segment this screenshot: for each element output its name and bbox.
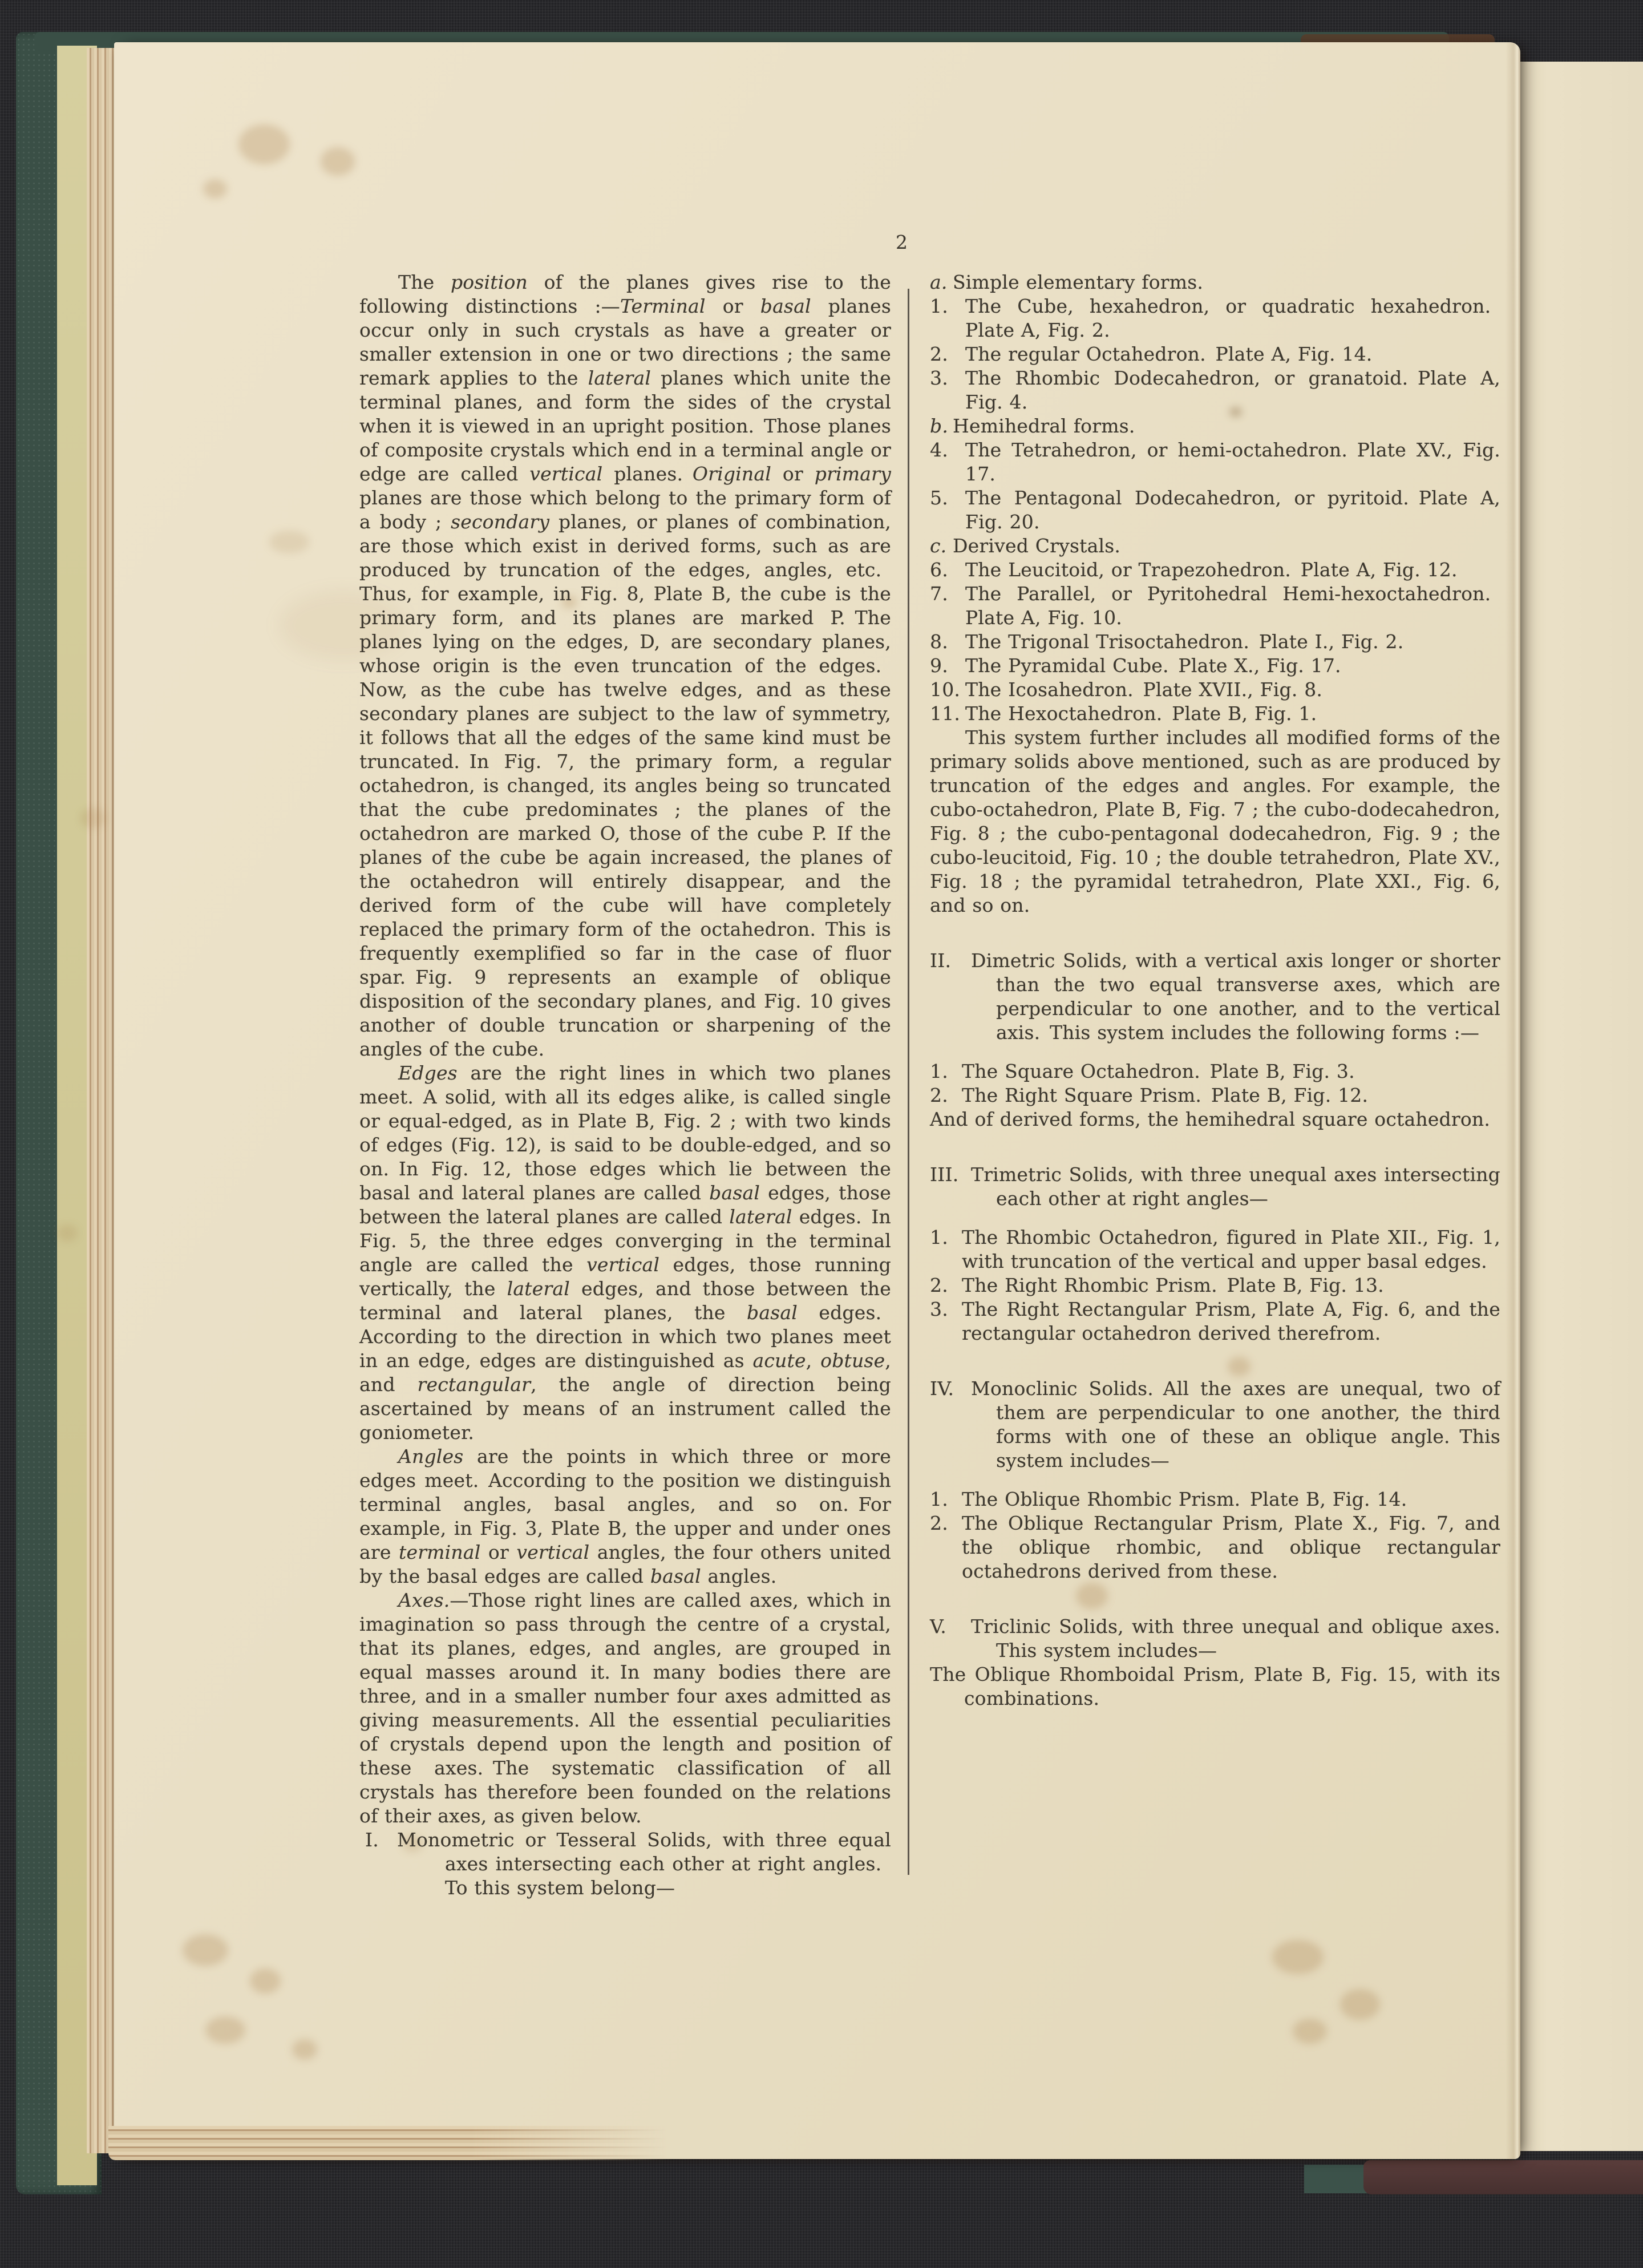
paragraph-modified-forms: This system further includes all modified forms of the primary solids above mentioned, such as are produced by truncation of the edges and angles. For example, the cubo-octahedron, Plate B, Fig. 7 ; the cubo-dodecahedron, Fig. 8 ; the cubo-pentagonal dodecahedron, Fig. 9 ; the cubo-leucitoid, Fig. 10 ; the double tetrahedron, Plate XV., Fig. 18 ; the pyramidal tetrahedron, Plate XXI., Fig. 6, and so on. — [930, 726, 1500, 916]
list-item — [930, 1511, 1500, 1583]
system-heading-text: Monoclinic Solids. All the axes are unequal, two of them are perpendicular to one another, the third forms with one of these an oblique angle. This system includes— — [971, 1377, 1500, 1471]
group-heading — [930, 534, 1500, 558]
paragraph-planes: The position of the planes gives rise to the following distinctions :—Terminal or basal planes occur only in such crystals as have a greater or smaller extension in one or two directions ; the same remark applies to the lateral planes which unite the terminal planes, and form the sides of the crystal when it is viewed in an upright position. Those planes of composite crystals which end in a terminal angle or edge are called vertical planes. Original or primary planes are those which belong to the primary form of a body ; secondary planes, or planes of combination, are those which exist in derived forms, such as are produced by truncation of the edges, angles, etc. Thus, for example, in Fig. 8, Plate B, the cube is the primary form, and its planes are marked P. The planes lying on the edges, D, are secondary planes, whose origin is the even truncation of the edges. Now, as the cube has twelve edges, and as these secondary planes are subject to the law of symmetry, it follows that all the edges of the same kind must be truncated. In Fig. 7, the primary form, a regular octahedron, is changed, its angles being so truncated that the cube predominates ; the planes of the octahedron are marked O, those of the cube P. If the planes of the cube be again increased, the planes of the octahedron will entirely disappear, and the derived form of the cube will have completely replaced the primary form of the octahedron. This is frequently exemplified so far in the case of fluor spar. Fig. 9 represents an example of oblique disposition of the secondary planes, and Fig. 10 gives another of double truncation or sharpening of the angles of the cube. — [359, 271, 891, 1060]
list-item — [930, 1297, 1500, 1345]
item-text: The Trigonal Trisoctahedron. Plate I., Fig. 2. — [965, 630, 1404, 653]
system-heading-text: Triclinic Solids, with three unequal and oblique axes. This system includes— — [971, 1615, 1500, 1661]
item-number: 2. — [930, 1084, 948, 1106]
item-text: The Oblique Rhombic Prism. Plate B, Fig. 14. — [962, 1488, 1407, 1510]
group-title: Simple elementary forms. — [953, 271, 1204, 293]
list-item — [930, 342, 1500, 366]
list-item — [930, 654, 1500, 678]
system-heading — [930, 1615, 1500, 1663]
item-text: The Pentagonal Dodecahedron, or pyritoid. Plate A, Fig. 20. — [965, 487, 1500, 533]
system-numeral: III. — [930, 1163, 959, 1186]
system-monoclinic — [930, 1377, 1500, 1583]
list-item — [930, 1060, 1500, 1084]
item-text: The Rhombic Dodecahedron, or granatoid. Plate A, Fig. 4. — [965, 367, 1500, 413]
item-text: The regular Octahedron. Plate A, Fig. 14. — [965, 343, 1373, 365]
item-text: The Rhombic Octahedron, figured in Plate XII., Fig. 1, with truncation of the vertical and upper basal edges. — [962, 1226, 1500, 1272]
system-heading-text: Trimetric Solids, with three unequal axes intersecting each other at right angles— — [971, 1163, 1500, 1210]
system-items — [930, 1226, 1500, 1345]
system-numeral: I. — [365, 1829, 379, 1851]
paragraph-angles: Angles are the points in which three or more edges meet. According to the position we distinguish terminal angles, basal angles, and so on. For example, in Fig. 3, Plate B, the upper and under ones are terminal or vertical angles, the four others united by the basal edges are called basal angles. — [359, 1445, 891, 1587]
group-hemihedral — [930, 414, 1500, 534]
item-text: The Leucitoid, or Trapezohedron. Plate A, Fig. 12. — [965, 559, 1458, 581]
group-derived-crystals — [930, 534, 1500, 726]
item-number: 7. — [930, 583, 948, 605]
list-item — [930, 1274, 1500, 1297]
system-numeral: V. — [930, 1615, 946, 1638]
item-number: 2. — [930, 1512, 948, 1534]
item-number: 8. — [930, 630, 948, 653]
system-numeral: II. — [930, 949, 952, 972]
item-number: 1. — [930, 1226, 948, 1248]
system-items — [930, 1060, 1500, 1131]
system-heading — [930, 949, 1500, 1045]
system-heading-text: Monometric or Tesseral Solids, with three equal axes intersecting each other at right angles. To this system belong— — [397, 1829, 891, 1899]
item-number: 5. — [930, 487, 948, 509]
list-item — [930, 486, 1500, 534]
system-triclinic — [930, 1615, 1500, 1711]
list-item — [930, 1226, 1500, 1274]
item-number: 2. — [930, 343, 948, 365]
item-text: The Square Octahedron. Plate B, Fig. 3. — [962, 1060, 1355, 1082]
system-dimetric — [930, 949, 1500, 1131]
group-heading — [930, 414, 1500, 438]
paragraph-axes: Axes.—Those right lines are called axes, which in imagination so pass through the centre of a crystal, that its planes, edges, and angles, are grouped in equal masses around it. In many bodies there are three, and in a smaller number four axes admitted as giving measurements. All the essential peculiarities of crystals depend upon the length and position of these axes. The systematic classification of all crystals has therefore been founded on the relations of their axes, as given below. — [359, 1589, 891, 1827]
list-item — [930, 294, 1500, 342]
group-heading — [930, 270, 1500, 294]
item-text: The Icosahedron. Plate XVII., Fig. 8. — [965, 678, 1323, 701]
item-addendum: The Oblique Rhomboidal Prism, Plate B, Fig. 15, with its combinations. — [930, 1663, 1500, 1709]
item-number: 11. — [930, 702, 961, 725]
list-item — [930, 582, 1500, 630]
paragraph-edges: Edges are the right lines in which two planes meet. A solid, with all its edges alike, is called single or equal-edged, as in Plate B, Fig. 2 ; with two kinds of edges (Fig. 12), is said to be double-edged, and so on. In Fig. 12, those edges which lie between the basal and lateral planes are called basal edges, those between the lateral planes are called lateral edges. In Fig. 5, the three edges converging in the terminal angle are called the vertical edges, those running vertically, the lateral edges, and those between the terminal and lateral planes, the basal edges. According to the direction in which two planes meet in an edge, edges are distinguished as acute, obtuse, and rectangular, the angle of direction being ascertained by means of an instrument called the goniometer. — [359, 1062, 892, 1444]
item-number: 9. — [930, 654, 948, 677]
item-text: The Right Rectangular Prism, Plate A, Fig. 6, and the rectangular octahedron derived therefrom. — [962, 1298, 1500, 1344]
item-number: 3. — [930, 1298, 948, 1320]
system-trimetric — [930, 1163, 1500, 1345]
list-item — [930, 702, 1500, 726]
list-item — [930, 630, 1500, 654]
group-letter: b. — [930, 415, 949, 437]
system-heading — [930, 1163, 1500, 1211]
list-item — [930, 438, 1500, 486]
page-number: 2 — [896, 231, 908, 253]
item-text: The Cube, hexahedron, or quadratic hexahedron. Plate A, Fig. 2. — [965, 295, 1500, 341]
item-text: The Oblique Rectangular Prism, Plate X., Fig. 7, and the oblique rhombic, and oblique rectangular octahedrons derived from these. — [962, 1512, 1500, 1582]
item-number: 6. — [930, 559, 948, 581]
group-letter: a. — [930, 271, 948, 293]
item-number: 3. — [930, 367, 948, 389]
system-heading-text: Dimetric Solids, with a vertical axis longer or shorter than the two equal transverse axes, which are perpendicular to one another, and to the vertical axis. This system includes the following forms :— — [971, 949, 1500, 1044]
right-column — [930, 270, 1500, 1711]
item-number: 1. — [930, 295, 948, 317]
system-items — [930, 1487, 1500, 1583]
system-heading-monometric — [359, 1828, 891, 1900]
item-number: 4. — [930, 439, 948, 461]
list-item — [930, 366, 1500, 414]
system-heading — [930, 1377, 1500, 1473]
group-simple-elementary — [930, 270, 1500, 414]
item-text: The Tetrahedron, or hemi-octahedron. Plate XV., Fig. 17. — [965, 439, 1500, 485]
list-item — [930, 1487, 1500, 1511]
group-title: Derived Crystals. — [953, 535, 1121, 557]
item-text: The Pyramidal Cube. Plate X., Fig. 17. — [965, 654, 1341, 677]
list-item — [930, 1084, 1500, 1107]
left-column — [359, 270, 891, 1900]
item-text: The Hexoctahedron. Plate B, Fig. 1. — [965, 702, 1317, 725]
item-number: 1. — [930, 1060, 948, 1082]
item-addendum: And of derived forms, the hemihedral square octahedron. — [930, 1108, 1491, 1130]
item-text: The Parallel, or Pyritohedral Hemi-hexoctahedron. Plate A, Fig. 10. — [965, 583, 1500, 629]
item-number: 1. — [930, 1488, 948, 1510]
list-item — [930, 678, 1500, 702]
group-title: Hemihedral forms. — [953, 415, 1135, 437]
item-number: 10. — [930, 678, 961, 701]
system-numeral: IV. — [930, 1377, 954, 1400]
item-text: The Right Rhombic Prism. Plate B, Fig. 13. — [962, 1274, 1384, 1296]
group-letter: c. — [930, 535, 947, 557]
item-number: 2. — [930, 1274, 948, 1296]
list-item — [930, 558, 1500, 582]
item-text: The Right Square Prism. Plate B, Fig. 12. — [962, 1084, 1369, 1106]
column-divider — [908, 289, 909, 1875]
